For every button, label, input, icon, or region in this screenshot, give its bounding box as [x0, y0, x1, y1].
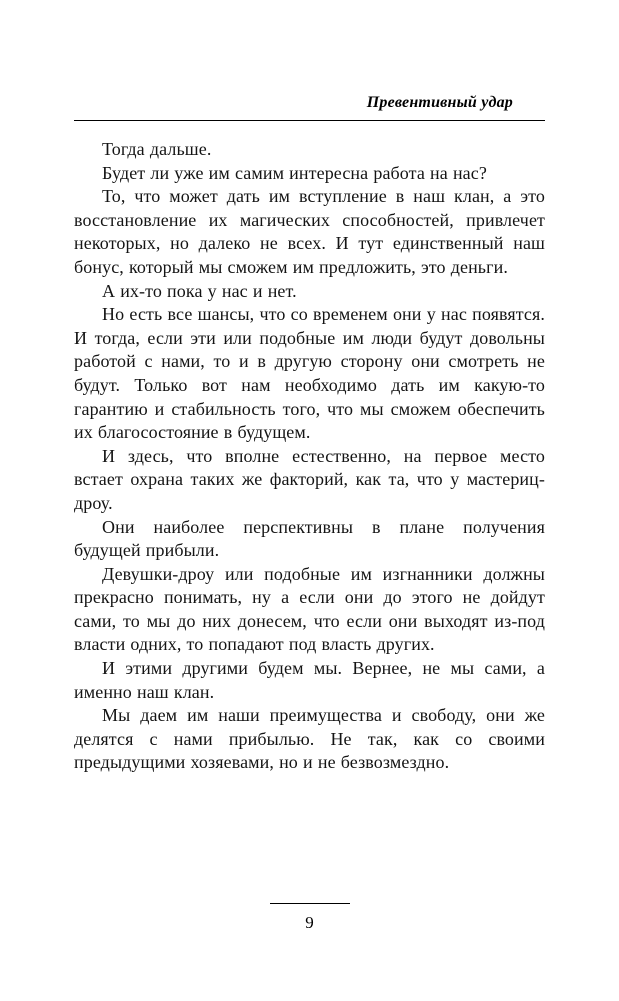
body-paragraph: И этими другими будем мы. Вернее, не мы сами, а именно наш клан.: [74, 658, 545, 702]
body-paragraph: Они наиболее перспективны в плане получения будущей прибыли.: [74, 516, 545, 561]
body-paragraph: Тогда дальше.: [102, 139, 212, 159]
header-rule: [74, 120, 545, 121]
body-paragraph: То, что может дать им вступление в наш клан, а это восстановление их магических способностей, привлечет некоторых, но далеко не всех. И тут единственный наш бонус, который мы сможем им предложить, это деньги.: [74, 186, 545, 277]
footer-rule: [270, 903, 350, 904]
body-paragraph: Девушки-дроу или подобные им изгнанники должны прекрасно понимать, ну а если они до этого не дойдут сами, то мы до них донесем, что если они выходят из-под власти одних, то попадают под власть других.: [74, 563, 545, 655]
page-number: 9: [305, 913, 314, 932]
body-paragraph: Будет ли уже им самим интересна работа на нас?: [102, 162, 487, 183]
running-header: Превентивный удар: [366, 94, 513, 111]
page-footer: [0, 903, 619, 933]
body-paragraph: А их-то пока у нас и нет.: [102, 280, 297, 301]
body-paragraph: Но есть все шансы, что со временем они у нас появятся. И тогда, если эти или подобные им люди будут довольны работой с нами, то и в другую сторону они смотреть не будут. Только вот нам необходимо дать им какую-то гарантию и стабильность того, что мы сможем обеспечить их благосостояние в будущем.: [74, 304, 545, 443]
body-paragraph: И здесь, что вполне естественно, на первое место встает охрана таких же факторий, как та, что у мастериц-дроу.: [74, 445, 545, 513]
page-body: [74, 138, 545, 775]
body-paragraph: Мы даем им наши преимущества и свободу, они же делятся с нами прибылью. Не так, как со своими предыдущими хозяевами, но и не безвозмездно.: [74, 705, 545, 773]
